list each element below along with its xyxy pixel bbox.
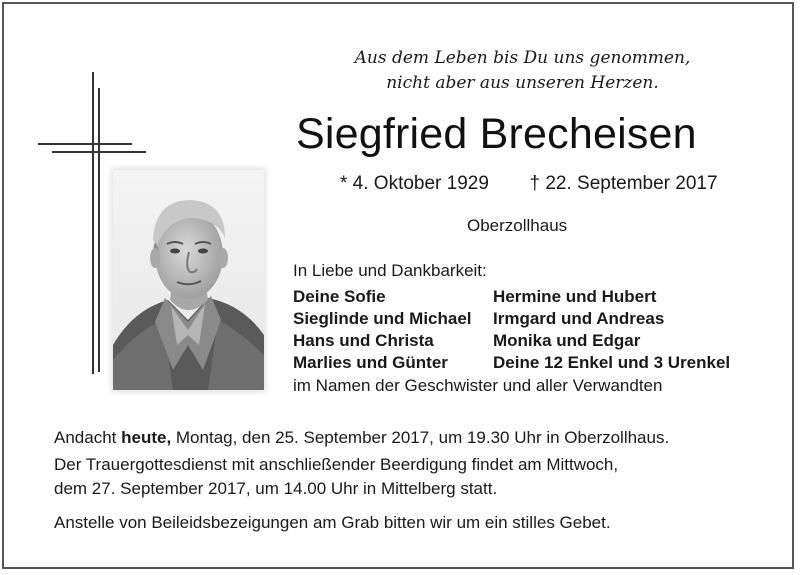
mourner-left-1: Deine Sofie [293,287,386,306]
cross-icon-vertical-1 [92,72,94,374]
service-line-1-emphasis: heute, [121,428,172,447]
cross-icon-vertical-2 [98,88,100,372]
mourner-left-4: Marlies und Günter [293,353,448,372]
service-line-1-end: Montag, den 25. September 2017, um 19.30 Uhr in Oberzollhaus. [171,428,670,447]
portrait-photo [113,170,264,390]
mourner-right-3: Monika und Edgar [493,331,641,350]
mourner-right-4: Deine 12 Enkel und 3 Urenkel [493,353,731,372]
cross-icon-horizontal-1 [38,143,132,145]
cross-icon-horizontal-2 [52,151,146,153]
motto-line-1: Aus dem Leben bis Du uns genommen, [354,48,691,68]
mourner-right-1: Hermine und Hubert [493,287,657,306]
service-line-1-start: Andacht [54,428,122,447]
service-line-3: dem 27. September 2017, um 14.00 Uhr in Mittelberg statt. [54,479,498,498]
service-line-2: Der Trauergottesdienst mit anschließender Beerdigung findet am Mittwoch, [54,455,619,474]
mourner-left-3: Hans und Christa [293,331,434,350]
motto-line-2: nicht aber aus unseren Herzen. [386,73,659,93]
mourner-left-2: Sieglinde und Michael [293,309,472,328]
mourners-closing: im Namen der Geschwister und aller Verwandten [293,376,663,395]
life-dates [340,173,718,195]
deceased-name: Siegfried Brecheisen [296,110,697,158]
condolence-request: Anstelle von Beileidsbezeigungen am Grab bitten wir um ein stilles Gebet. [54,513,611,532]
birth-date: * 4. Oktober 1929 [340,173,489,194]
hometown: Oberzollhaus [467,216,568,235]
mourners-intro: In Liebe und Dankbarkeit: [293,261,487,280]
mourner-right-2: Irmgard und Andreas [493,309,665,328]
death-date: † 22. September 2017 [529,173,718,194]
service-line-1 [54,428,669,448]
